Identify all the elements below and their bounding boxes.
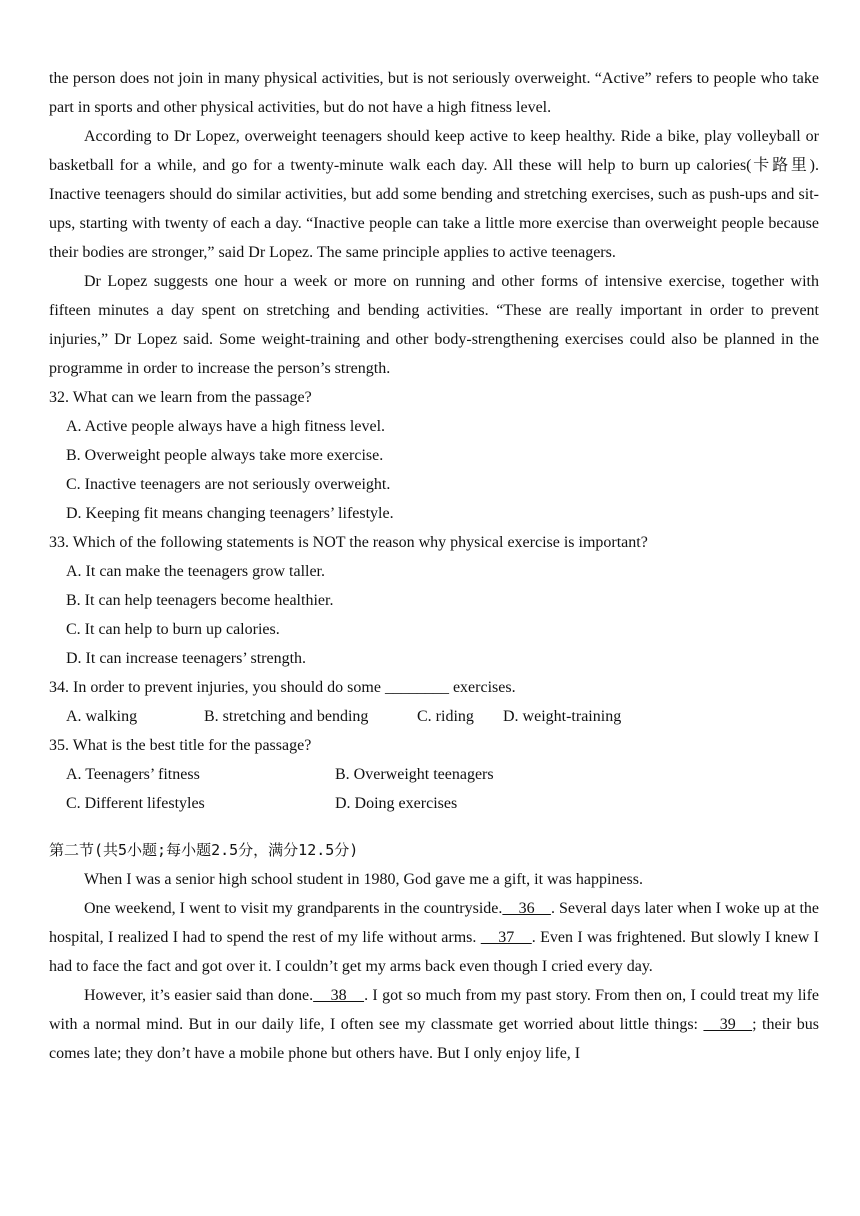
question-35-option-b: B. Overweight teenagers	[335, 766, 494, 783]
section-2-paragraph-3-text-c: ; their bus comes late; they don’t have a mobile phone but others have. But I only enjoy life, I	[49, 1016, 819, 1062]
question-35-stem: 35. What is the best title for the passage?	[49, 737, 312, 754]
passage-paragraph-2: Dr Lopez suggests one hour a week or more on running and other forms of intensive exercise, together with fifteen minutes a day spent on stretching and bending activities. “These are really important in order to prevent injuries,” Dr Lopez said. Some weight-training and other body-strengthening exercises could also be planned in the programme in order to increase the person’s strength.	[49, 273, 819, 377]
section-2-paragraph-2-text-b: . Several days later when I woke up at the hospital, I realized I had to spend the rest of my life without arms.	[49, 900, 820, 946]
question-32	[49, 383, 819, 528]
question-35-options-row-1	[49, 760, 819, 789]
question-32-option-b: B. Overweight people always take more exercise.	[66, 447, 384, 464]
question-35	[49, 731, 819, 818]
question-34-option-d: D. weight-training	[503, 708, 622, 725]
section-2-paragraph-3	[49, 981, 819, 1068]
question-35-option-a: A. Teenagers’ fitness	[66, 766, 200, 783]
question-32-option-c: C. Inactive teenagers are not seriously overweight.	[66, 476, 391, 493]
question-34-options	[49, 702, 819, 731]
question-32-stem: 32. What can we learn from the passage?	[49, 389, 312, 406]
question-34-stem	[49, 673, 819, 702]
question-34-option-c: C. riding	[417, 708, 474, 725]
passage-paragraph-1	[49, 122, 819, 267]
question-35-option-c: C. Different lifestyles	[66, 795, 205, 812]
question-34-blank: ________	[384, 679, 449, 696]
calories-chinese-gloss: 卡路里	[751, 157, 810, 174]
section-2-paragraph-3-text-a: However, it’s easier said than done.	[84, 987, 314, 1004]
question-33-option-d: D. It can increase teenagers’ strength.	[66, 650, 307, 667]
question-35-options-row-2	[49, 789, 819, 818]
section-2-heading: 第二节(共5小题;每小题2.5分，满分12.5分)	[49, 841, 359, 859]
passage-paragraph-1-text-b: ). Inactive teenagers should do similar activities, but add some bending and stretching exercises, such as push-ups and sit-ups, starting with twenty of each a day. “Inactive people can take a little more exercise than overweight people because their bodies are stronger,” said Dr Lopez. The same principle applies to active teenagers.	[49, 157, 819, 261]
section-2-paragraph-2-text-c: . Even I was frightened. But slowly I knew I had to face the fact and got over it. I couldn’t get my arms back even though I cried every day.	[49, 929, 819, 975]
section-2-paragraph-1: When I was a senior high school student in 1980, God gave me a gift, it was happiness.	[84, 871, 643, 888]
question-33	[49, 528, 819, 673]
question-34	[49, 673, 819, 731]
question-33-option-c: C. It can help to burn up calories.	[66, 621, 280, 638]
question-35-option-d: D. Doing exercises	[335, 795, 458, 812]
blank-37[interactable]: 37	[480, 929, 532, 946]
document-page	[49, 64, 819, 1068]
passage-paragraph-1-text-a: According to Dr Lopez, overweight teenagers should keep active to keep healthy. Ride a bike, play volleyball or basketball for a while, and go for a twenty-minute walk each day. All these will help to burn up calories(	[49, 128, 819, 174]
section-2-paragraph-2	[49, 894, 819, 981]
passage-paragraph-0: the person does not join in many physical activities, but is not seriously overweight. “Active” refers to people who take part in sports and other physical activities, but do not have a high fitness level.	[49, 70, 819, 116]
question-33-option-b: B. It can help teenagers become healthier.	[66, 592, 334, 609]
question-34-stem-pre: 34. In order to prevent injuries, you should do some	[49, 679, 385, 696]
question-33-stem: 33. Which of the following statements is NOT the reason why physical exercise is important?	[49, 534, 648, 551]
question-34-option-b: B. stretching and bending	[204, 708, 369, 725]
question-32-option-d: D. Keeping fit means changing teenagers’ lifestyle.	[66, 505, 394, 522]
blank-39[interactable]: 39	[703, 1016, 753, 1033]
section-2-paragraph-3-text-b: . I got so much from my past story. From then on, I could treat my life with a normal mind. But in our daily life, I often see my classmate get worried about little things:	[49, 987, 820, 1033]
question-34-stem-post: exercises.	[448, 679, 516, 696]
blank-38[interactable]: 38	[313, 987, 365, 1004]
question-33-option-a: A. It can make the teenagers grow taller.	[66, 563, 325, 580]
section-2-paragraph-2-text-a: One weekend, I went to visit my grandparents in the countryside.	[84, 900, 503, 917]
question-32-option-a: A. Active people always have a high fitness level.	[66, 418, 386, 435]
blank-36[interactable]: 36	[502, 900, 551, 917]
question-34-option-a: A. walking	[66, 708, 138, 725]
